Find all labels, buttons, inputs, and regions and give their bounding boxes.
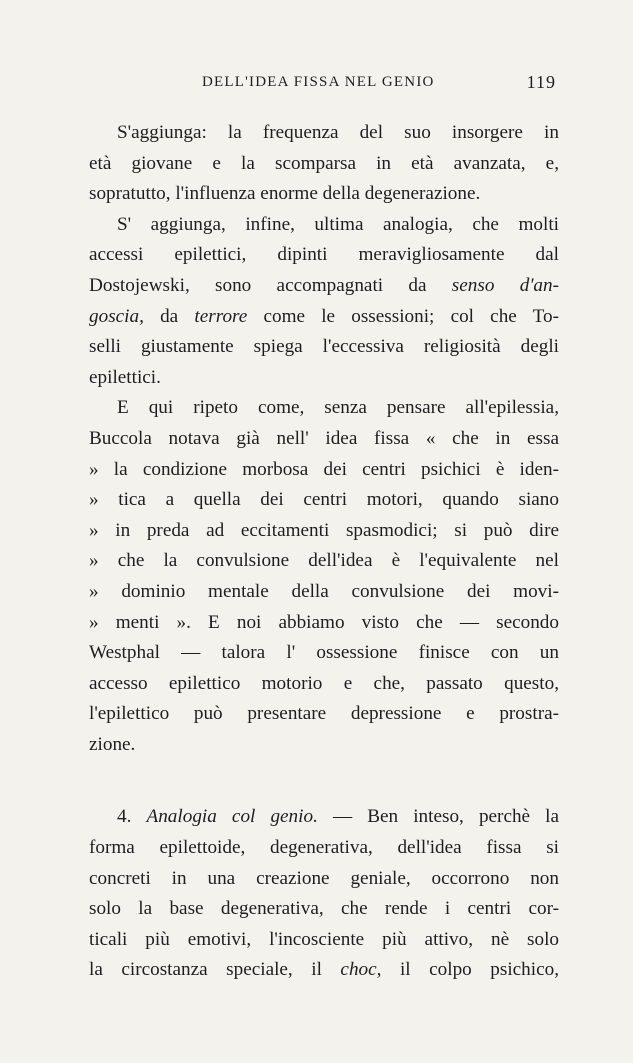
- text-line: [89, 302, 559, 333]
- text-line: [89, 955, 559, 986]
- section-gap: [89, 760, 559, 802]
- text-line: selli giustamente spiega l'eccessiva religiosità degli: [89, 336, 559, 358]
- section-heading-line: [89, 802, 559, 833]
- text-line: epilettici.: [89, 366, 161, 388]
- text-segment: il colpo psichico,: [381, 959, 560, 981]
- page-number: 119: [526, 72, 556, 92]
- text-line: solo la base degenerativa, che rende i centri cor-: [89, 898, 559, 920]
- text-line: zione.: [89, 733, 136, 755]
- text-line: » che la convulsione dell'idea è l'equivalente nel: [89, 550, 559, 572]
- text-line: [89, 271, 559, 302]
- text-segment: la circostanza speciale, il: [89, 959, 341, 981]
- italic-phrase: senso d'an-: [451, 274, 559, 296]
- text-segment: — Ben inteso, perchè la: [317, 806, 560, 828]
- text-line: E qui ripeto come, senza pensare all'epilessia,: [117, 397, 559, 419]
- text-line: accessi epilettici, dipinti meravigliosamente dal: [89, 244, 559, 266]
- text-line: » la condizione morbosa dei centri psichici è iden-: [89, 458, 559, 480]
- section-number: 4.: [117, 806, 147, 828]
- text-line: ticali più emotivi, l'incosciente più attivo, nè solo: [89, 928, 559, 950]
- text-segment: come le ossessioni; col che To-: [247, 305, 559, 327]
- running-title: DELL'IDEA FISSA NEL GENIO: [202, 74, 435, 90]
- text-line: S'aggiunga: la frequenza del suo insorgere in: [117, 122, 559, 143]
- text-line: S' aggiunga, infine, ultima analogia, che molti: [117, 213, 559, 235]
- text-line: » tica a quella dei centri motori, quando siano: [89, 489, 559, 511]
- page-body: [89, 118, 559, 986]
- text-line: Westphal — talora l' ossessione finisce con un: [89, 642, 559, 664]
- italic-phrase: terrore: [194, 305, 248, 327]
- text-segment: Dostojewski, sono accompagnati da: [89, 274, 452, 296]
- text-line: » in preda ad eccitamenti spasmodici; si può dire: [89, 519, 559, 541]
- text-line: forma epilettoide, degenerativa, dell'idea fissa si: [89, 837, 559, 859]
- italic-phrase: choc,: [340, 959, 382, 981]
- text-line: » dominio mentale della convulsione dei movi-: [89, 580, 559, 602]
- section-title: Analogia col genio.: [146, 806, 318, 828]
- text-line: età giovane e la scomparsa in età avanzata, e,: [89, 152, 559, 174]
- text-line: sopratutto, l'influenza enorme della degenerazione.: [89, 183, 481, 205]
- text-line: Buccola notava già nell' idea fissa « che in essa: [89, 427, 559, 449]
- italic-phrase: goscia,: [89, 305, 144, 327]
- text-line: accesso epilettico motorio e che, passato questo,: [89, 672, 559, 694]
- text-line: concreti in una creazione geniale, occorrono non: [89, 867, 559, 889]
- text-line: » menti ». E noi abbiamo visto che — secondo: [89, 611, 559, 633]
- text-line: l'epilettico può presentare depressione e prostra-: [89, 703, 559, 725]
- text-segment: da: [143, 305, 195, 327]
